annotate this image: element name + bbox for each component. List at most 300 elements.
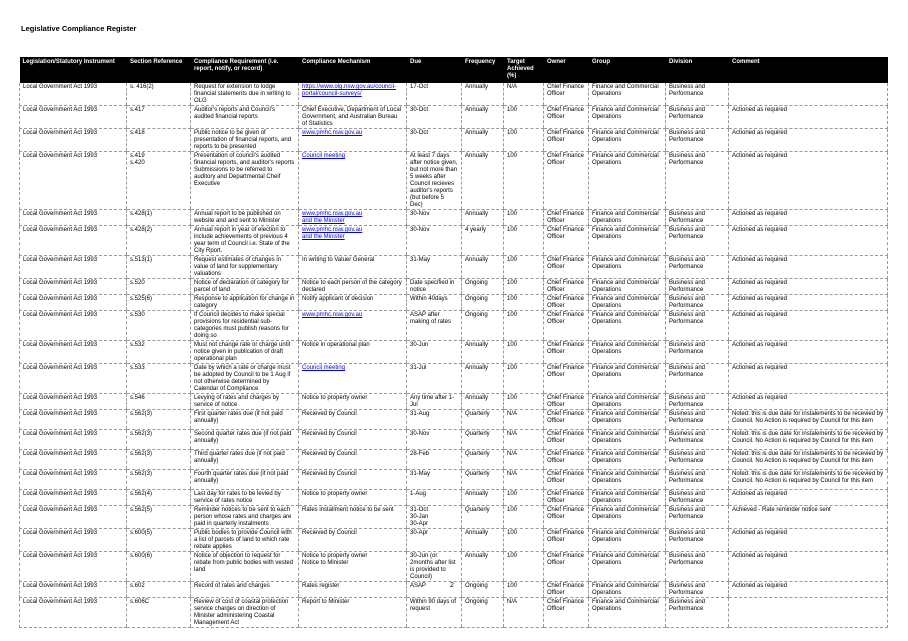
cell-text: s.418: [130, 130, 145, 136]
section-cell: [127, 152, 191, 210]
cell-text: 100: [507, 342, 518, 348]
cell-text: Annually: [465, 530, 489, 536]
cell-text: 100: [507, 130, 518, 136]
cell-text: ASAP after making of rates: [410, 312, 452, 325]
mechanism-cell: [299, 210, 407, 226]
cell-text: Annually: [465, 395, 489, 401]
cell-text: Notice of declaration of category for parcel of land: [194, 280, 289, 293]
cell-text: Last day for rates to be levied by service of rates notice: [194, 491, 281, 504]
cell-text: N/A: [507, 431, 518, 437]
cell-text: Annually: [465, 107, 489, 113]
cell-text: Actioned as required: [732, 227, 788, 233]
cell-text: Quarterly: [465, 451, 490, 457]
owner-cell: [544, 529, 589, 552]
requirement-cell: [191, 470, 299, 490]
target-cell: [504, 129, 544, 152]
cell-text: Finance and Commercial Operations: [592, 395, 659, 408]
cell-text: s.600(6): [130, 553, 153, 559]
comment-cell: [729, 152, 888, 210]
comment-cell: [729, 506, 888, 529]
comment-cell: [729, 210, 888, 226]
cell-text: Local Government Act 1993: [23, 599, 98, 605]
owner-cell: [544, 506, 589, 529]
due-cell: [407, 529, 462, 552]
cell-text: 30-Oct: [410, 107, 429, 113]
cell-text: Business and Performance: [669, 395, 706, 408]
compliance-register-table: [19, 57, 888, 628]
cell-text: Finance and Commercial Operations: [592, 153, 659, 166]
mechanism-cell: [299, 364, 407, 394]
requirement-cell: [191, 129, 299, 152]
table-row: [20, 394, 888, 410]
target-cell: [504, 311, 544, 341]
cell-text: Actioned as required: [732, 365, 788, 371]
mechanism-link[interactable]: and the Minister: [302, 218, 345, 224]
frequency-cell: [462, 470, 504, 490]
cell-text: Public notice to be given of presentation of financial reports, and reports to be presented: [194, 130, 292, 150]
legislation-cell: [20, 311, 127, 341]
cell-text: Finance and Commercial Operations: [592, 507, 659, 520]
cell-text: Finance and Commercial Operations: [592, 296, 659, 309]
cell-text: Business and Performance: [669, 599, 706, 612]
cell-text: s.562(3): [130, 451, 153, 457]
division-cell: [666, 341, 729, 364]
cell-text: Local Government Act 1993: [23, 342, 98, 348]
comment-cell: [729, 430, 888, 450]
cell-text: Business and Performance: [669, 365, 706, 378]
cell-text: 30-Nov: [410, 431, 430, 437]
frequency-cell: [462, 226, 504, 256]
cell-text: Chief Finance Officer: [547, 153, 585, 166]
cell-text: Fourth quarter rates due (if not paid annually): [194, 471, 289, 484]
cell-text: Finance and Commercial Operations: [592, 130, 659, 143]
mechanism-cell: [299, 582, 407, 598]
cell-text: s.525(6): [130, 296, 153, 302]
cell-text: Business and Performance: [669, 507, 706, 520]
due-cell: [407, 364, 462, 394]
due-cell: [407, 295, 462, 311]
cell-text: Noted: this is due date for instalements to be recevied by Council. No Action is required by Council for this item: [732, 471, 884, 484]
table-row: [20, 311, 888, 341]
cell-text: Local Government Act 1993: [23, 507, 98, 513]
cell-text: 100: [507, 211, 518, 217]
group-cell: [589, 490, 666, 506]
cell-text: Quarterly: [465, 471, 490, 477]
comment-cell: [729, 106, 888, 129]
target-cell: [504, 279, 544, 295]
table-row: [20, 295, 888, 311]
division-cell: [666, 394, 729, 410]
division-cell: [666, 582, 729, 598]
table-row: [20, 506, 888, 529]
frequency-cell: [462, 582, 504, 598]
column-header: Comment: [729, 57, 888, 83]
cell-text: Actioned as required: [732, 280, 788, 286]
cell-text: Must not change rate or charge until notice given in publication of draft operational plan: [194, 342, 291, 362]
cell-text: Business and Performance: [669, 342, 706, 355]
owner-cell: [544, 210, 589, 226]
cell-text: s. 416(2): [130, 84, 154, 90]
column-header: Frequency: [462, 57, 504, 83]
legislation-cell: [20, 598, 127, 628]
cell-text: Ongoing: [465, 280, 488, 286]
target-cell: [504, 83, 544, 106]
owner-cell: [544, 490, 589, 506]
owner-cell: [544, 598, 589, 628]
mechanism-link[interactable]: www.pmhc.nsw.gov.au: [302, 130, 363, 136]
table-row: [20, 106, 888, 129]
cell-text: Chief Finance Officer: [547, 211, 585, 224]
requirement-cell: [191, 279, 299, 295]
mechanism-cell: [299, 470, 407, 490]
cell-text: 100: [507, 365, 518, 371]
cell-text: Local Government Act 1993: [23, 411, 98, 417]
cell-text: Annually: [465, 257, 489, 263]
target-cell: [504, 552, 544, 582]
column-header: Compliance Requirement (i.e. report, notify, or record): [191, 57, 299, 83]
target-cell: [504, 410, 544, 430]
cell-text: Chief Finance Officer: [547, 365, 585, 378]
cell-text: Annually: [465, 553, 489, 559]
cell-text: Finance and Commercial Operations: [592, 431, 659, 444]
table-row: [20, 450, 888, 470]
mechanism-cell: [299, 450, 407, 470]
due-cell: [407, 152, 462, 210]
cell-text: At least 7 days after notice given, but not more than 5 weeks after Council recieves auditor's reports (but before 5 Dec): [410, 153, 458, 208]
requirement-cell: [191, 506, 299, 529]
cell-text: Local Government Act 1993: [23, 227, 98, 233]
comment-cell: [729, 582, 888, 598]
cell-text: 100: [507, 257, 518, 263]
cell-text: Notice to property owner: [302, 395, 368, 401]
requirement-cell: [191, 394, 299, 410]
cell-text: Local Government Act 1993: [23, 451, 98, 457]
cell-text: 100: [507, 296, 518, 302]
division-cell: [666, 450, 729, 470]
cell-text: Business and Performance: [669, 84, 706, 97]
cell-text: Annually: [465, 84, 489, 90]
cell-text: Actioned as required: [732, 257, 788, 263]
cell-text: Finance and Commercial Operations: [592, 599, 659, 612]
due-cell: [407, 598, 462, 628]
cell-text: Noted: this is due date for instalements to be recevied by Council. No Action is required by Council for this item: [732, 431, 884, 444]
cell-text: Actioned as required: [732, 130, 788, 136]
due-cell: [407, 430, 462, 450]
group-cell: [589, 430, 666, 450]
cell-text: Annually: [465, 342, 489, 348]
mechanism-cell: [299, 129, 407, 152]
cell-text: Annual report to be published on website and and sent to Minister: [194, 211, 281, 224]
cell-text: Date by which a rate or charge must be adopted by Council to be 1 Aug if not otherwise determined by Calendar of Compliance: [194, 365, 291, 392]
cell-text: 30-Oct: [410, 130, 429, 136]
division-cell: [666, 529, 729, 552]
group-cell: [589, 226, 666, 256]
cell-text: N/A: [507, 471, 518, 477]
due-cell: [407, 279, 462, 295]
table-row: [20, 129, 888, 152]
division-cell: [666, 364, 729, 394]
mechanism-link[interactable]: https://www.olg.nsw.gov.au/council-portal/council-surveys/: [302, 84, 396, 97]
cell-text: Recieved by Council: [302, 530, 357, 536]
mechanism-link[interactable]: Council meeting: [302, 365, 346, 371]
cell-text: Finance and Commercial Operations: [592, 530, 659, 543]
group-cell: [589, 582, 666, 598]
group-cell: [589, 129, 666, 152]
cell-text: 28-Feb: [410, 451, 430, 457]
cell-text: Actioned as required: [732, 583, 788, 589]
owner-cell: [544, 226, 589, 256]
section-cell: [127, 295, 191, 311]
cell-text: Chief Executive, Department of Local Government, and Australian Bureau of Statistics: [302, 107, 402, 127]
legislation-cell: [20, 279, 127, 295]
owner-cell: [544, 430, 589, 450]
legislation-cell: [20, 226, 127, 256]
division-cell: [666, 106, 729, 129]
requirement-cell: [191, 295, 299, 311]
division-cell: [666, 410, 729, 430]
table-row: [20, 598, 888, 628]
column-header: Owner: [544, 57, 589, 83]
owner-cell: [544, 295, 589, 311]
cell-text: Actioned as required: [732, 107, 788, 113]
cell-text: Finance and Commercial Operations: [592, 365, 659, 378]
target-cell: [504, 470, 544, 490]
cell-text: s.419: [130, 153, 145, 159]
cell-text: Noted: this is due date for instalements to be recevied by Council. No Action is required by Council for this item: [732, 411, 884, 424]
mechanism-link[interactable]: and the Minister: [302, 234, 345, 240]
comment-cell: [729, 598, 888, 628]
owner-cell: [544, 341, 589, 364]
table-row: [20, 226, 888, 256]
cell-text: Finance and Commercial Operations: [592, 411, 659, 424]
cell-text: Chief Finance Officer: [547, 431, 585, 444]
legislation-cell: [20, 364, 127, 394]
section-cell: [127, 470, 191, 490]
cell-text: ASAP: [410, 583, 427, 589]
mechanism-cell: [299, 410, 407, 430]
frequency-cell: [462, 410, 504, 430]
frequency-cell: [462, 295, 504, 311]
frequency-cell: [462, 152, 504, 210]
frequency-cell: [462, 83, 504, 106]
group-cell: [589, 256, 666, 279]
cell-text: 100: [507, 553, 518, 559]
cell-text: s.562(3): [130, 471, 153, 477]
cell-text: Finance and Commercial Operations: [592, 280, 659, 293]
legislation-cell: [20, 83, 127, 106]
target-cell: [504, 295, 544, 311]
frequency-cell: [462, 552, 504, 582]
table-row: [20, 430, 888, 450]
target-cell: [504, 490, 544, 506]
target-cell: [504, 210, 544, 226]
cell-text: s.417: [130, 107, 145, 113]
cell-text: s.420: [130, 160, 145, 166]
cell-text: N/A: [507, 411, 518, 417]
cell-text: s.520: [130, 280, 145, 286]
owner-cell: [544, 450, 589, 470]
section-cell: [127, 430, 191, 450]
division-cell: [666, 152, 729, 210]
column-header: Group: [589, 57, 666, 83]
group-cell: [589, 106, 666, 129]
cell-text: Notice in operational plan: [302, 342, 370, 348]
page-number: 2: [450, 582, 454, 589]
requirement-cell: [191, 210, 299, 226]
frequency-cell: [462, 129, 504, 152]
cell-text: Notice to Minister: [302, 560, 349, 566]
group-cell: [589, 311, 666, 341]
cell-text: Within 90 days of request: [410, 599, 457, 612]
cell-text: Business and Performance: [669, 431, 706, 444]
cell-text: Chief Finance Officer: [547, 411, 585, 424]
mechanism-link[interactable]: www.pmhc.nsw.gov.au: [302, 312, 363, 318]
cell-text: Chief Finance Officer: [547, 530, 585, 543]
mechanism-cell: [299, 256, 407, 279]
owner-cell: [544, 106, 589, 129]
cell-text: Chief Finance Officer: [547, 227, 585, 240]
cell-text: Ongoing: [465, 312, 488, 318]
section-cell: [127, 582, 191, 598]
cell-text: Finance and Commercial Operations: [592, 84, 659, 97]
mechanism-link[interactable]: www.pmhc.nsw.gov.au: [302, 227, 363, 233]
cell-text: 31-Jul: [410, 365, 427, 371]
legislation-cell: [20, 341, 127, 364]
cell-text: Local Government Act 1993: [23, 84, 98, 90]
cell-text: Levying of rates and charges by service of notice: [194, 395, 280, 408]
mechanism-cell: [299, 506, 407, 529]
target-cell: [504, 256, 544, 279]
group-cell: [589, 410, 666, 430]
cell-text: Chief Finance Officer: [547, 395, 585, 408]
cell-text: Request for extension to lodge financial statements due in writing to OLG: [194, 84, 291, 104]
cell-text: s.533: [130, 365, 145, 371]
cell-text: 100: [507, 227, 518, 233]
cell-text: Presentation of council's audited financial reports, and auditor's reports Submissions to be referred to auditory and Departmental Cheif Executive: [194, 153, 295, 187]
comment-cell: [729, 341, 888, 364]
cell-text: Finance and Commercial Operations: [592, 583, 659, 596]
cell-text: Actioned as required: [732, 312, 788, 318]
comment-cell: [729, 364, 888, 394]
target-cell: [504, 152, 544, 210]
cell-text: 100: [507, 530, 518, 536]
cell-text: Notice to each person of the category declared: [302, 280, 402, 293]
legislation-cell: [20, 410, 127, 430]
cell-text: Finance and Commercial Operations: [592, 312, 659, 325]
cell-text: 100: [507, 153, 518, 159]
requirement-cell: [191, 311, 299, 341]
division-cell: [666, 295, 729, 311]
cell-text: s.606C: [130, 599, 150, 605]
owner-cell: [544, 279, 589, 295]
cell-text: 31-Oct: [410, 507, 429, 513]
cell-text: Chief Finance Officer: [547, 84, 585, 97]
table-row: [20, 529, 888, 552]
comment-cell: [729, 256, 888, 279]
cell-text: Local Government Act 1993: [23, 583, 98, 589]
cell-text: Annually: [465, 130, 489, 136]
division-cell: [666, 210, 729, 226]
cell-text: Business and Performance: [669, 107, 706, 120]
table-row: [20, 552, 888, 582]
cell-text: Ongoing: [465, 599, 488, 605]
section-cell: [127, 279, 191, 295]
division-cell: [666, 470, 729, 490]
requirement-cell: [191, 341, 299, 364]
cell-text: Rates register: [302, 583, 340, 589]
requirement-cell: [191, 83, 299, 106]
cell-text: Finance and Commercial Operations: [592, 107, 659, 120]
cell-text: N/A: [507, 599, 518, 605]
owner-cell: [544, 394, 589, 410]
cell-text: Local Government Act 1993: [23, 471, 98, 477]
cell-text: Record of rates and charges: [194, 583, 270, 589]
table-row: [20, 152, 888, 210]
section-cell: [127, 410, 191, 430]
division-cell: [666, 256, 729, 279]
requirement-cell: [191, 450, 299, 470]
group-cell: [589, 598, 666, 628]
cell-text: Chief Finance Officer: [547, 312, 585, 325]
cell-text: Recieved by Council: [302, 471, 357, 477]
cell-text: s.562(4): [130, 491, 153, 497]
cell-text: s.562(5): [130, 507, 153, 513]
mechanism-link[interactable]: Council meeting: [302, 153, 346, 159]
frequency-cell: [462, 364, 504, 394]
section-cell: [127, 364, 191, 394]
group-cell: [589, 470, 666, 490]
column-header: Due: [407, 57, 462, 83]
owner-cell: [544, 552, 589, 582]
cell-text: Noted: this is due date for instalements to be recevied by Council. No Action is required by Council for this item: [732, 451, 884, 464]
comment-cell: [729, 279, 888, 295]
frequency-cell: [462, 311, 504, 341]
group-cell: [589, 529, 666, 552]
cell-text: Local Government Act 1993: [23, 211, 98, 217]
cell-text: Business and Performance: [669, 530, 706, 543]
cell-text: 30-Jun: [410, 342, 429, 348]
requirement-cell: [191, 552, 299, 582]
due-cell: [407, 470, 462, 490]
cell-text: Achieved - Rate reminder notice sent: [732, 507, 831, 513]
cell-text: Response to application for change in category: [194, 296, 295, 309]
table-row: [20, 470, 888, 490]
due-cell: [407, 410, 462, 430]
cell-text: Actioned as required: [732, 553, 788, 559]
cell-text: Chief Finance Officer: [547, 280, 585, 293]
due-cell: [407, 490, 462, 506]
group-cell: [589, 450, 666, 470]
target-cell: [504, 450, 544, 470]
section-cell: [127, 210, 191, 226]
cell-text: N/A: [507, 84, 518, 90]
cell-text: Local Government Act 1993: [23, 431, 98, 437]
column-header: Target Achieved (%): [504, 57, 544, 83]
legislation-cell: [20, 152, 127, 210]
cell-text: Business and Performance: [669, 491, 706, 504]
mechanism-cell: [299, 152, 407, 210]
division-cell: [666, 552, 729, 582]
mechanism-cell: [299, 226, 407, 256]
cell-text: Local Government Act 1993: [23, 553, 98, 559]
cell-text: 31-May: [410, 471, 431, 477]
mechanism-link[interactable]: www.pmhc.nsw.gov.au: [302, 211, 363, 217]
target-cell: [504, 394, 544, 410]
cell-text: s.530: [130, 312, 145, 318]
cell-text: Actioned as required: [732, 296, 788, 302]
legislation-cell: [20, 470, 127, 490]
cell-text: Any time after 1-Jul: [410, 395, 455, 408]
